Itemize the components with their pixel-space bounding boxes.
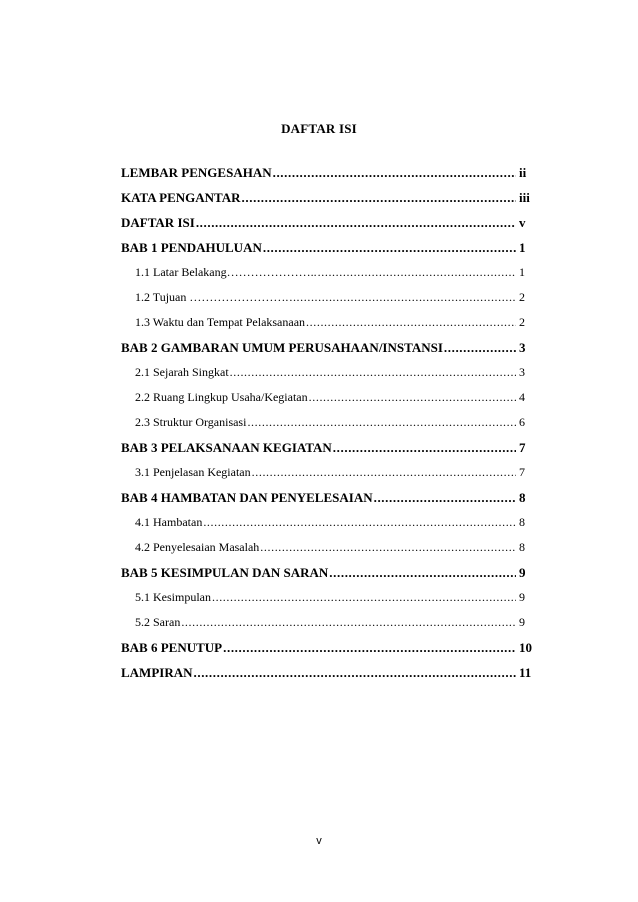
toc-chapter-entry: [121, 635, 533, 660]
toc-entry-page-number: v: [519, 215, 526, 230]
toc-section-entry: [121, 260, 533, 285]
toc-entry-label: BAB 6 PENUTUP: [121, 640, 223, 655]
toc-dot-leader: [242, 185, 516, 210]
toc-entry-label: 5.2 Saran: [135, 615, 181, 629]
toc-section-entry: [121, 410, 533, 435]
toc-entry-label: BAB 5 KESIMPULAN DAN SARAN: [121, 565, 329, 580]
toc-dot-leader: [306, 310, 516, 335]
toc-entry-page-number: 9: [519, 590, 525, 604]
toc-section-entry: [121, 585, 533, 610]
toc-entry-label: LEMBAR PENGESAHAN: [121, 165, 272, 180]
toc-dot-leader: [223, 635, 516, 660]
toc-entry-label: BAB 4 HAMBATAN DAN PENYELESAIAN: [121, 490, 373, 505]
toc-entry-label: 2.1 Sejarah Singkat: [135, 365, 229, 379]
page-number: v: [316, 835, 322, 847]
toc-dot-leader: [260, 535, 516, 560]
toc-section-entry: [121, 360, 533, 385]
toc-entry-label: BAB 3 PELAKSANAAN KEGIATAN: [121, 440, 332, 455]
toc-section-entry: [121, 535, 533, 560]
toc-dot-leader: [374, 485, 516, 510]
toc-entry-label: KATA PENGANTAR: [121, 190, 241, 205]
toc-chapter-entry: [121, 185, 533, 210]
toc-entry-page-number: ii: [519, 165, 527, 180]
toc-entry-page-number: 8: [519, 490, 526, 505]
toc-chapter-entry: [121, 210, 533, 235]
toc-dot-leader: [273, 160, 516, 185]
toc-chapter-entry: [121, 435, 533, 460]
toc-dot-leader: [181, 610, 516, 635]
toc-section-entry: [121, 460, 533, 485]
toc-entry-page-number: 11: [519, 665, 532, 680]
toc-dot-leader: [444, 335, 516, 360]
toc-entry-page-number: 1: [519, 265, 525, 279]
toc-chapter-entry: [121, 560, 533, 585]
toc-section-entry: [121, 285, 533, 310]
toc-dot-leader: [289, 285, 516, 310]
toc-dot-leader: [329, 560, 516, 585]
toc-dot-leader: [196, 210, 516, 235]
toc-section-entry: [121, 510, 533, 535]
toc-entry-label: 1.2 Tujuan …………………….: [135, 290, 289, 304]
toc-entry-page-number: 6: [519, 415, 525, 429]
toc-entry-page-number: 9: [519, 615, 525, 629]
toc-entry-page-number: 2: [519, 315, 525, 329]
toc-entry-page-number: 9: [519, 565, 526, 580]
toc-dot-leader: [230, 360, 516, 385]
toc-dot-leader: [203, 510, 516, 535]
toc-entry-label: 5.1 Kesimpulan: [135, 590, 211, 604]
toc-entry-label: 3.1 Penjelasan Kegiatan: [135, 465, 251, 479]
toc-chapter-entry: [121, 335, 533, 360]
toc-entry-label: 1.1 Latar Belakang…………………..: [135, 265, 317, 279]
toc-entry-label: LAMPIRAN: [121, 665, 193, 680]
toc-dot-leader: [333, 435, 516, 460]
toc-dot-leader: [263, 235, 516, 260]
toc-chapter-entry: [121, 235, 533, 260]
toc-entry-label: 2.3 Struktur Organisasi: [135, 415, 247, 429]
toc-entry-page-number: 1: [519, 240, 526, 255]
toc-entry-label: 2.2 Ruang Lingkup Usaha/Kegiatan: [135, 390, 308, 404]
toc-dot-leader: [252, 460, 516, 485]
toc-entry-page-number: 8: [519, 515, 525, 529]
toc-entry-page-number: 7: [519, 440, 526, 455]
toc-chapter-entry: [121, 485, 533, 510]
toc-dot-leader: [247, 410, 516, 435]
toc-entry-page-number: 3: [519, 365, 525, 379]
toc-chapter-entry: [121, 160, 533, 185]
toc-dot-leader: [194, 660, 517, 685]
toc-entry-label: 4.1 Hambatan: [135, 515, 203, 529]
toc-dot-leader: [309, 385, 516, 410]
table-of-contents: [121, 160, 533, 685]
toc-section-entry: [121, 385, 533, 410]
toc-section-entry: [121, 310, 533, 335]
toc-entry-page-number: 3: [519, 340, 526, 355]
toc-entry-label: BAB 1 PENDAHULUAN: [121, 240, 262, 255]
toc-entry-label: DAFTAR ISI: [121, 215, 195, 230]
toc-dot-leader: [212, 585, 516, 610]
toc-dot-leader: [318, 260, 516, 285]
toc-entry-page-number: 2: [519, 290, 525, 304]
page-title: DAFTAR ISI: [281, 121, 357, 136]
toc-entry-label: BAB 2 GAMBARAN UMUM PERUSAHAAN/INSTANSI: [121, 340, 443, 355]
toc-entry-page-number: 10: [519, 640, 532, 655]
toc-chapter-entry: [121, 660, 533, 685]
toc-entry-page-number: 4: [519, 390, 525, 404]
toc-entry-label: 1.3 Waktu dan Tempat Pelaksanaan: [135, 315, 306, 329]
toc-entry-page-number: 8: [519, 540, 525, 554]
toc-entry-page-number: 7: [519, 465, 525, 479]
toc-section-entry: [121, 610, 533, 635]
toc-entry-page-number: iii: [519, 190, 530, 205]
toc-entry-label: 4.2 Penyelesaian Masalah: [135, 540, 260, 554]
